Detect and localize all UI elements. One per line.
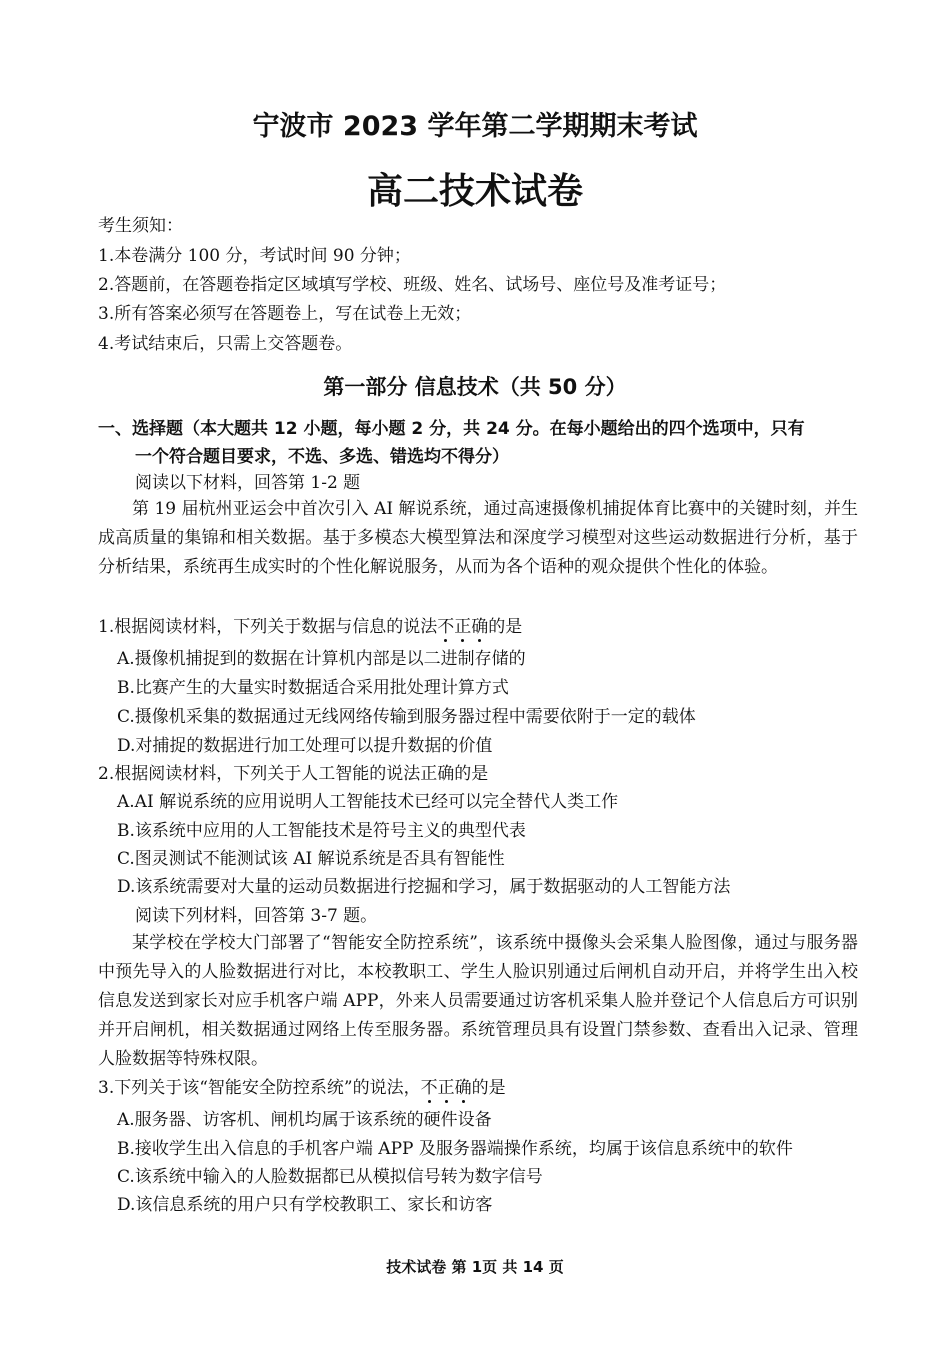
question-2-stem: 2.根据阅读材料，下列关于人工智能的说法正确的是 <box>98 764 489 784</box>
question-1-option-d: D.对捕捉的数据进行加工处理可以提升数据的价值 <box>117 736 493 756</box>
notice-heading: 考生须知： <box>98 216 183 236</box>
emphasis-char: 确 <box>471 617 489 637</box>
question-3-option-c: C.该系统中输入的人脸数据都已从模拟信号转为数字信号 <box>117 1167 543 1187</box>
question-1-stem-end: 的是 <box>488 617 523 637</box>
emphasis-char: 不 <box>437 617 455 637</box>
question-2-option-d: D.该系统需要对大量的运动员数据进行挖掘和学习，属于数据驱动的人工智能方法 <box>117 877 731 897</box>
page-footer: 技术试卷 第 1页 共 14 页 <box>386 1258 564 1276</box>
exam-title: 宁波市 2023 学年第二学期期末考试 <box>252 111 698 142</box>
section-heading-line1: 一、选择题（本大题共 12 小题，每小题 2 分，共 24 分。在每小题给出的四个选项中，只有 <box>98 419 805 439</box>
material1-intro: 阅读以下材料，回答第 1-2 题 <box>135 473 361 493</box>
question-3-stem-text: 3.下列关于该“智能安全防控系统”的说法， <box>98 1078 421 1098</box>
question-2-option-a: A.AI 解说系统的应用说明人工智能技术已经可以完全替代人类工作 <box>117 792 619 812</box>
question-3-stem <box>98 1077 506 1099</box>
emphasis-char: 正 <box>437 1078 455 1098</box>
question-3-option-a: A.服务器、访客机、闸机均属于该系统的硬件设备 <box>117 1110 492 1130</box>
paper-subtitle: 高二技术试卷 <box>366 171 583 212</box>
notice-item-3: 3.所有答案必须写在答题卷上，写在试卷上无效； <box>98 304 472 324</box>
question-3-stem-end: 的是 <box>471 1078 506 1098</box>
material2-text: 某学校在学校大门部署了“智能安全防控系统”，该系统中摄像头会采集人脸图像，通过与服务器中预先导入的人脸数据进行对比，本校教职工、学生人脸识别通过后闸机自动开启，并将学生出入校信息发送到家长对应手机客户端 APP，外来人员需要通过访客机采集人脸并登记个人信息后方可识别并开启闸机，相关数据通过网络上传至服务器。系统管理员具有设置门禁参数、查看出入记录、管理人脸数据等特殊权限。 <box>98 933 858 1069</box>
material1-text: 第 19 届杭州亚运会中首次引入 AI 解说系统，通过高速摄像机捕捉体育比赛中的关键时刻，并生成高质量的集锦和相关数据。基于多模态大模型算法和深度学习模型对这些运动数据进行分析，基于分析结果，系统再生成实时的个性化解说服务，从而为各个语种的观众提供个性化的体验。 <box>98 499 858 577</box>
emphasis-char: 确 <box>454 1078 472 1098</box>
notice-item-2: 2.答题前，在答题卷指定区域填写学校、班级、姓名、试场号、座位号及准考证号； <box>98 275 727 295</box>
question-2-option-b: B.该系统中应用的人工智能技术是符号主义的典型代表 <box>117 821 526 841</box>
question-1-option-b: B.比赛产生的大量实时数据适合采用批处理计算方式 <box>117 678 509 698</box>
question-3-option-b: B.接收学生出入信息的手机客户端 APP 及服务器端操作系统，均属于该信息系统中的软件 <box>117 1139 793 1159</box>
section-heading-line2: 一个符合题目要求，不选、多选、错选均不得分） <box>135 447 509 467</box>
question-2-option-c: C.图灵测试不能测试该 AI 解说系统是否具有智能性 <box>117 849 505 869</box>
question-1-stem <box>98 616 522 638</box>
part-title: 第一部分 信息技术（共 50 分） <box>323 375 627 399</box>
question-1-option-c: C.摄像机采集的数据通过无线网络传输到服务器过程中需要依附于一定的载体 <box>117 707 696 727</box>
notice-item-4: 4.考试结束后，只需上交答题卷。 <box>98 334 353 354</box>
emphasis-char: 不 <box>420 1078 438 1098</box>
material2-intro: 阅读下列材料，回答第 3-7 题。 <box>135 906 378 926</box>
emphasis-char: 正 <box>454 617 472 637</box>
question-3-option-d: D.该信息系统的用户只有学校教职工、家长和访客 <box>117 1195 493 1215</box>
question-1-stem-text: 1.根据阅读材料，下列关于数据与信息的说法 <box>98 617 438 637</box>
notice-item-1: 1.本卷满分 100 分，考试时间 90 分钟； <box>98 246 411 266</box>
question-1-option-a: A.摄像机捕捉到的数据在计算机内部是以二进制存储的 <box>117 649 526 669</box>
